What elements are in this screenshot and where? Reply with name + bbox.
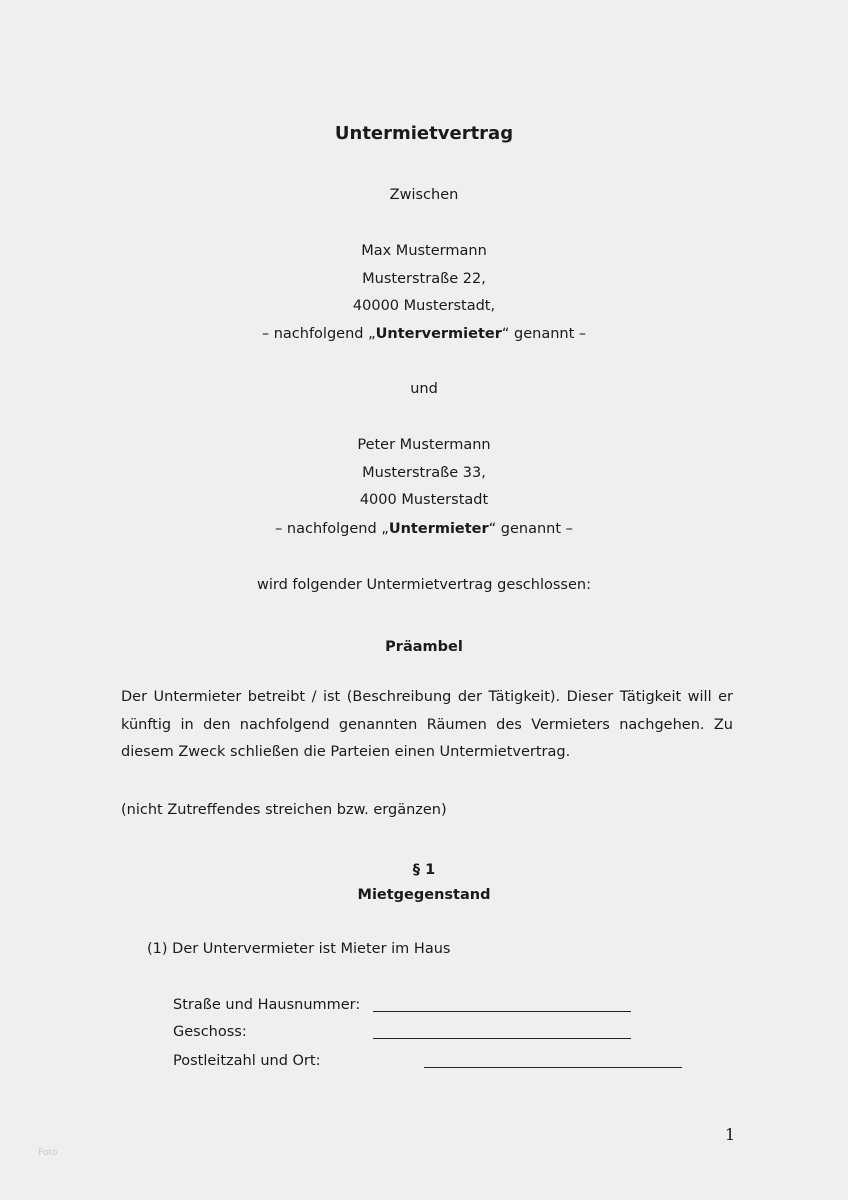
clause1-text: (1) Der Untervermieter ist Mieter im Haus bbox=[147, 941, 451, 957]
party2-street: Musterstraße 33, bbox=[362, 465, 486, 481]
party2-name: Peter Mustermann bbox=[357, 437, 491, 453]
watermark-text: Foto bbox=[38, 1148, 58, 1158]
party2-role-line bbox=[0, 520, 848, 538]
party1-city: 40000 Musterstadt, bbox=[352, 298, 496, 314]
party2-city: 4000 Musterstadt bbox=[359, 492, 489, 508]
party1-role: Untervermieter bbox=[375, 326, 502, 342]
zip-city-field-label: Postleitzahl und Ort: bbox=[173, 1053, 321, 1069]
note-text: (nicht Zutreffendes streichen bzw. ergänzen) bbox=[121, 802, 447, 818]
street-field-blank[interactable] bbox=[373, 997, 631, 1012]
party1-name: Max Mustermann bbox=[361, 243, 487, 259]
party1-role-prefix: – nachfolgend „ bbox=[261, 326, 376, 342]
preamble-heading: Präambel bbox=[385, 639, 463, 655]
street-field-label: Straße und Hausnummer: bbox=[173, 997, 361, 1013]
party2-role-prefix: – nachfolgend „ bbox=[275, 521, 389, 537]
concluded-text: wird folgender Untermietvertrag geschlossen: bbox=[257, 577, 591, 593]
party1-role-suffix: “ genannt – bbox=[501, 326, 587, 342]
floor-field-blank[interactable] bbox=[373, 1024, 631, 1039]
document-title: Untermietvertrag bbox=[334, 123, 514, 144]
party2-role-suffix: “ genannt – bbox=[488, 521, 573, 537]
and-text: und bbox=[410, 381, 438, 397]
floor-field-label: Geschoss: bbox=[173, 1024, 247, 1040]
page-number: 1 bbox=[725, 1125, 736, 1144]
preamble-text: Der Untermieter betreibt / ist (Beschreibung der Tätigkeit). Dieser Tätigkeit will er künftig in den nachfolgend genannten Räumen des Vermieters nachgehen. Zu diesem Zweck schließen die Parteien einen Untermietvertrag. bbox=[121, 689, 733, 760]
section1-number: § 1 bbox=[412, 862, 436, 878]
between-text: Zwischen bbox=[389, 187, 459, 203]
party1-role-line bbox=[0, 325, 848, 343]
section1-heading: Mietgegenstand bbox=[357, 887, 491, 903]
party1-street: Musterstraße 22, bbox=[362, 271, 486, 287]
zip-city-field-blank[interactable] bbox=[424, 1053, 682, 1068]
party2-role: Untermieter bbox=[388, 521, 489, 537]
